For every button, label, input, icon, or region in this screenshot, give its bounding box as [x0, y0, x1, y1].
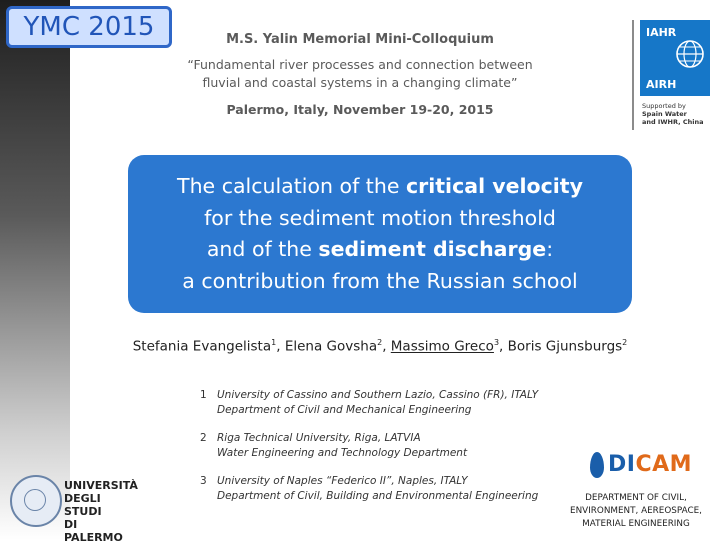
title-line-3-bold: sediment discharge	[318, 237, 547, 261]
author-2-sup: 2	[377, 338, 383, 347]
affiliation-2-line-1: Riga Technical University, Riga, LATVIA	[217, 432, 421, 444]
support-line-2: Spain Water	[642, 110, 687, 118]
support-line-3: and IWHR, China	[642, 118, 704, 126]
author-sep-2: ,	[382, 338, 391, 355]
unipa-line-3: DI PALERMO	[64, 518, 123, 544]
ymc-badge: YMC 2015	[6, 6, 172, 48]
affiliation-3-line-2: Department of Civil, Building and Environmental Engineering	[217, 490, 539, 502]
dicam-di: DI	[608, 452, 636, 477]
dept-line-1: DEPARTMENT OF CIVIL,	[585, 493, 687, 503]
title-line-1	[128, 171, 632, 203]
unipa-line-1: UNIVERSITÀ	[64, 479, 138, 492]
subtitle-line-1: “Fundamental river processes and connection between	[187, 57, 533, 72]
iahr-support-text	[642, 102, 703, 126]
author-1: Stefania Evangelista	[132, 338, 272, 355]
affiliation-1	[200, 388, 538, 418]
author-3-sup: 3	[493, 338, 500, 347]
author-2: Elena Govsha	[284, 338, 378, 355]
unipa-logo	[10, 475, 138, 544]
affiliation-1-line-2: Department of Civil and Mechanical Engineering	[217, 404, 472, 416]
author-3-presenter: Massimo Greco	[390, 338, 494, 355]
title-line-3-colon: :	[546, 237, 554, 261]
author-1-sup: 1	[271, 338, 277, 347]
affiliation-2-line-2: Water Engineering and Technology Department	[217, 447, 468, 459]
water-drop-icon	[590, 452, 604, 478]
title-line-4: a contribution from the Russian school	[182, 268, 578, 293]
dicam-wordmark	[608, 452, 692, 477]
affiliation-3-number: 3	[200, 475, 207, 487]
dept-line-3: MATERIAL ENGINEERING	[582, 519, 690, 529]
title-line-3	[128, 234, 632, 266]
colloquium-title: M.S. Yalin Memorial Mini-Colloquium	[226, 32, 494, 47]
dicam-logo	[588, 448, 693, 486]
university-seal-icon	[10, 475, 62, 527]
affiliation-3	[200, 474, 538, 504]
colloquium-subtitle	[170, 56, 550, 92]
unipa-line-2: DEGLI STUDI	[64, 492, 102, 518]
affiliation-2-number: 2	[200, 432, 207, 444]
title-line-3-text: and of the	[206, 237, 319, 261]
affiliation-3-line-1: University of Naples “Federico II”, Naples, ITALY	[217, 475, 468, 487]
affiliation-1-number: 1	[200, 389, 207, 401]
author-4-sup: 2	[622, 338, 628, 347]
dicam-department	[552, 492, 720, 531]
iahr-logo-box	[640, 20, 710, 96]
author-sep-3: ,	[499, 338, 508, 355]
affiliation-1-line-1: University of Cassino and Southern Lazio, Cassino (FR), ITALY	[217, 389, 539, 401]
dept-line-2: ENVIRONMENT, AEREOSPACE,	[570, 506, 702, 516]
unipa-name	[64, 479, 138, 544]
dicam-cam: CAM	[635, 452, 693, 477]
support-line-1: Supported by	[642, 102, 686, 110]
subtitle-line-2: fluvial and coastal systems in a changing climate”	[202, 75, 518, 90]
author-sep-1: ,	[276, 338, 285, 355]
venue-date: Palermo, Italy, November 19-20, 2015	[226, 102, 494, 117]
iahr-logo-bottom-text: AIRH	[646, 78, 677, 91]
presentation-title	[128, 155, 632, 313]
title-line-1-bold: critical velocity	[405, 174, 583, 198]
iahr-logo-top-text: IAHR	[646, 26, 677, 39]
affiliation-2	[200, 431, 467, 461]
side-gradient-bar	[0, 0, 70, 540]
iahr-logo	[632, 20, 714, 130]
author-4: Boris Gjunsburgs	[507, 338, 623, 355]
author-list	[60, 338, 700, 355]
title-line-1-text: The calculation of the	[177, 174, 406, 198]
title-line-2: for the sediment motion threshold	[204, 205, 556, 230]
globe-icon	[674, 38, 706, 70]
